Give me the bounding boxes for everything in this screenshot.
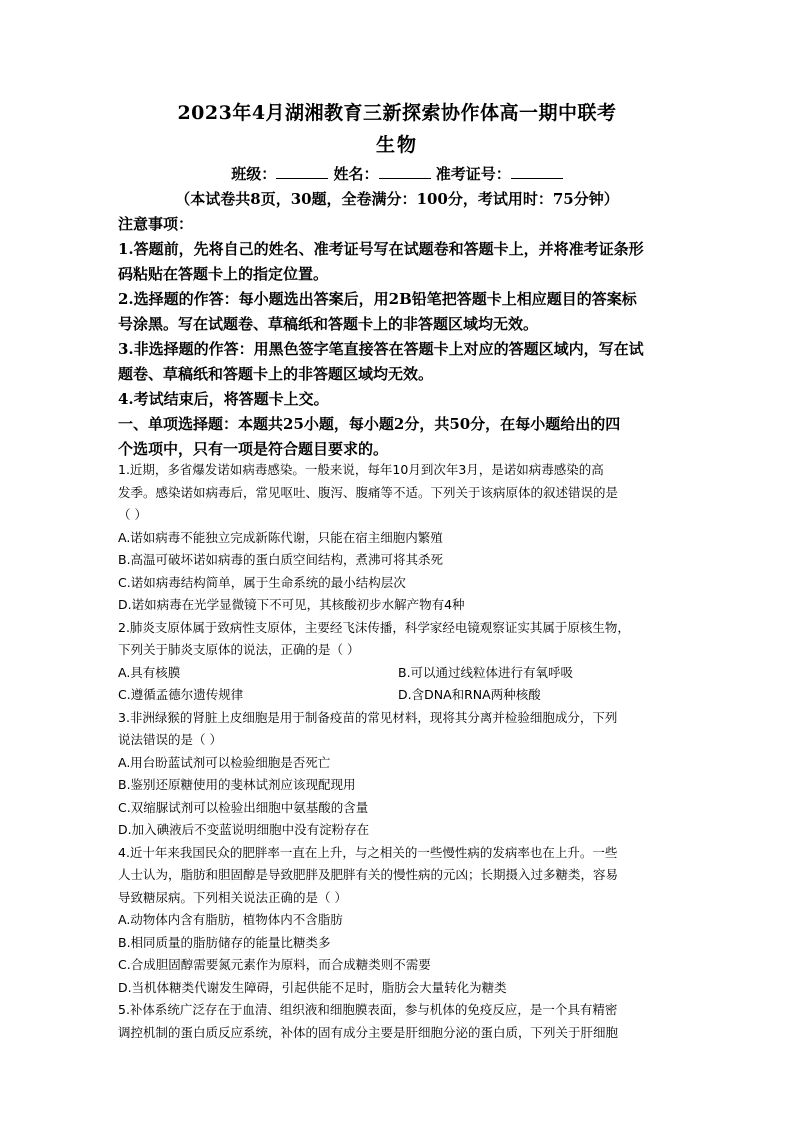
question-line: （ ） [118,507,147,522]
exam-no-label: 准考证号： [435,165,511,183]
question-2 [118,617,678,707]
note-line: 3.非选择题的作答：用黑色签字笔直接答在答题卡上对应的答题区域内，写在试 [118,340,644,358]
option-d: D.含DNA和RNA两种核酸 [398,687,541,702]
option-b: B.相同质量的脂肪储存的能量比糖类多 [118,934,331,950]
question-line: 说法错误的是（ ） [118,732,222,747]
name-blank [379,164,431,179]
option-b: B.可以通过线粒体进行有氧呼吸 [398,664,574,680]
notes-heading: 注意事项： [118,215,194,233]
option-a: A.动物体内含有脂肪，植物体内不含脂肪 [118,912,343,927]
notes-section [118,212,678,462]
question-line: 下列关于肺炎支原体的说法，正确的是（ ） [118,642,360,657]
question-line: 发季。感染诺如病毒后，常见呕吐、腹泻、腹痛等不适。下列关于该病原体的叙述错误的是 [118,484,619,500]
name-label: 姓名： [333,165,379,183]
note-line: 码粘贴在答题卡上的指定位置。 [118,265,329,283]
note-line: 4.考试结束后，将答题卡上交。 [118,390,329,408]
option-row [118,662,678,685]
question-4 [118,842,678,1000]
questions [118,459,678,1044]
note-line: 2.选择题的作答：每小题选出答案后，用2B铅笔把答题卡上相应题目的答案标 [118,290,637,308]
question-line: 人士认为，脂肪和胆固醇是导致肥胖及肥胖有关的慢性病的元凶；长期摄入过多糖类，容易 [118,867,619,882]
class-blank [276,164,328,179]
option-row [118,684,678,707]
subject-title: 生物 [375,134,418,156]
question-line: 1.近期，多省爆发诺如病毒感染。一般来说，每年10月到次年3月，是诺如病毒感染的高 [118,462,604,477]
exam-no-blank [511,164,563,179]
note-line: 题卷、草稿纸和答题卡上的非答题区域均无效。 [118,365,434,383]
section-heading-line: 个选项中，只有一项是符合题目要求的。 [118,440,389,458]
option-d: D.诺如病毒在光学显微镜下不可见，其核酸初步水解产物有4种 [118,597,465,612]
option-b: B.鉴别还原糖使用的斐林试剂应该现配现用 [118,777,356,792]
question-line: 4.近十年来我国民众的肥胖率一直在上升，与之相关的一些慢性病的发病率也在上升。一些 [118,844,618,860]
question-line: 3.非洲绿猴的肾脏上皮细胞是用于制备疫苗的常见材料，现将其分离并检验细胞成分，下列 [118,709,618,725]
question-line: 调控机制的蛋白质反应系统，补体的固有成分主要是肝细胞分泌的蛋白质，下列关于肝细胞 [118,1024,619,1040]
student-info-line [0,163,794,184]
option-c: C.双缩脲试剂可以检验出细胞中氨基酸的含量 [118,799,369,815]
question-1 [118,459,678,617]
section-heading-line: 一、单项选择题：本题共25小题，每小题2分，共50分，在每小题给出的四 [118,415,621,433]
question-line: 5.补体系统广泛存在于血清、组织液和细胞膜表面，参与机体的免疫反应，是一个具有精密 [118,1002,618,1017]
question-line: 2.肺炎支原体属于致病性支原体，主要经飞沫传播，科学家经电镜观察证实其属于原核生物， [118,619,630,635]
note-line: 1.答题前，先将自己的姓名、准考证号写在试题卷和答题卡上，并将准考证条形 [118,240,644,258]
option-d: D.加入碘液后不变蓝说明细胞中没有淀粉存在 [118,822,370,837]
option-c: C.合成胆固醇需要氮元素作为原料，而合成糖类则不需要 [118,957,431,972]
question-line: 导致糖尿病。下列相关说法正确的是（ ） [118,889,347,905]
option-b: B.高温可破坏诺如病毒的蛋白质空间结构，煮沸可将其杀死 [118,552,444,567]
option-c: C.诺如病毒结构简单，属于生命系统的最小结构层次 [118,574,406,590]
option-a: A.具有核膜 [118,664,181,680]
class-label: 班级： [231,165,277,183]
option-d: D.当机体糖类代谢发生障碍，引起供能不足时，脂肪会大量转化为糖类 [118,979,507,995]
option-a: A.诺如病毒不能独立完成新陈代谢，只能在宿主细胞内繁殖 [118,529,443,545]
option-a: A.用台盼蓝试剂可以检验细胞是否死亡 [118,754,331,770]
exam-meta: （本试卷共8页，30题，全卷满分：100分，考试用时：75分钟） [175,190,619,208]
option-c: C.遵循孟德尔遗传规律 [118,687,244,702]
question-3 [118,707,678,842]
exam-title: 2023年4月湖湘教育三新探索协作体高一期中联考 [177,102,617,124]
question-5 [118,999,678,1044]
note-line: 号涂黑。写在试题卷、草稿纸和答题卡上的非答题区域均无效。 [118,315,539,333]
